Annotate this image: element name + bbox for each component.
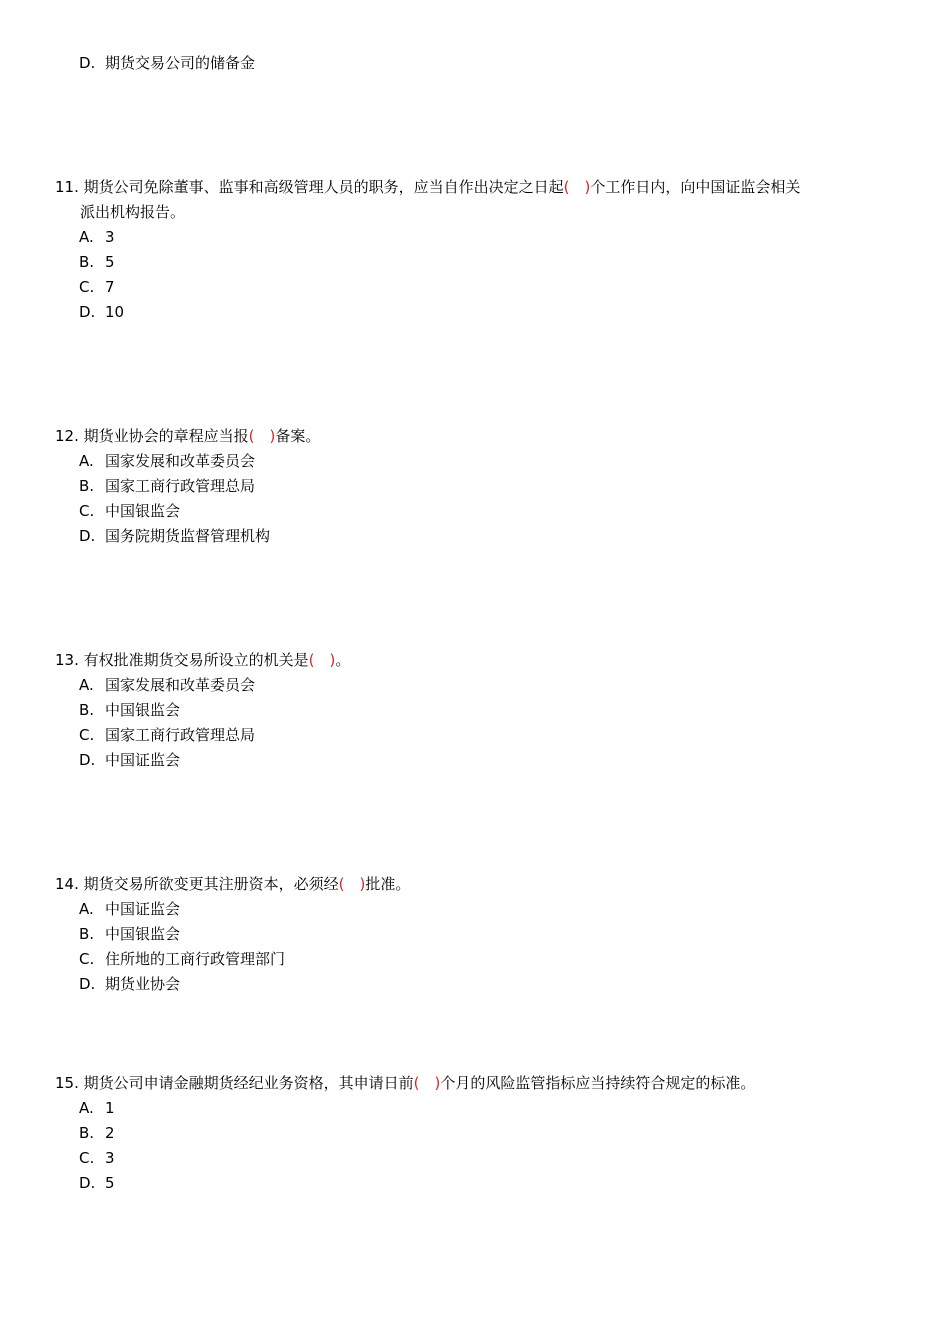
- q15-option-c: [79, 1148, 115, 1168]
- question-stem-before: 期货公司申请金融期货经纪业务资格，其申请日前: [83, 1074, 414, 1092]
- question-stem-after: 个工作日内，向中国证监会相关: [590, 178, 801, 196]
- option-letter: A.: [79, 1099, 94, 1117]
- option-text: 1: [105, 1099, 115, 1117]
- option-text: 国务院期货监督管理机构: [105, 527, 271, 545]
- q15-option-a: [79, 1098, 115, 1118]
- question-number: 14.: [55, 875, 79, 893]
- option-text: 期货交易公司的储备金: [105, 54, 256, 72]
- question-12: [55, 426, 320, 446]
- q11-option-c: [79, 277, 115, 297]
- q14-option-c: [79, 949, 285, 969]
- question-11: [55, 177, 800, 197]
- option-text: 7: [105, 278, 115, 296]
- option-letter: B.: [79, 477, 95, 495]
- option-letter: D.: [79, 751, 96, 769]
- option-text: 国家工商行政管理总局: [105, 477, 256, 495]
- option-letter: A.: [79, 228, 94, 246]
- question-stem-after: 个月的风险监管指标应当持续符合规定的标准。: [440, 1074, 756, 1092]
- option-letter: A.: [79, 900, 94, 918]
- q14-option-d: [79, 974, 180, 994]
- option-text: 中国银监会: [105, 502, 181, 520]
- answer-paren-open: (: [563, 178, 570, 196]
- option-text: 5: [105, 253, 115, 271]
- q14-option-a: [79, 899, 180, 919]
- q13-option-d: [79, 750, 180, 770]
- option-letter: B.: [79, 1124, 95, 1142]
- answer-paren-close: ): [434, 1074, 441, 1092]
- answer-paren-close: ): [329, 651, 336, 669]
- question-stem-before: 有权批准期货交易所设立的机关是: [83, 651, 309, 669]
- q15-option-d: [79, 1173, 115, 1193]
- question-number: 15.: [55, 1074, 79, 1092]
- answer-paren-close: ): [359, 875, 366, 893]
- q15-option-b: [79, 1123, 115, 1143]
- question-11-continuation: 派出机构报告。: [80, 203, 186, 221]
- q13-option-c: [79, 725, 255, 745]
- q11-option-a: [79, 227, 115, 247]
- question-stem-after: 。: [335, 651, 351, 669]
- option-text: 国家工商行政管理总局: [105, 726, 256, 744]
- question-14: [55, 874, 410, 894]
- answer-paren-open: (: [413, 1074, 420, 1092]
- question-13: [55, 650, 350, 670]
- question-15: [55, 1073, 755, 1093]
- question-number: 12.: [55, 427, 79, 445]
- option-letter: B.: [79, 253, 95, 271]
- option-letter: C.: [79, 950, 95, 968]
- question-number: 13.: [55, 651, 79, 669]
- q12-option-a: [79, 451, 255, 471]
- question-number: 11.: [55, 178, 79, 196]
- option-letter: A.: [79, 676, 94, 694]
- option-d-top: [79, 53, 255, 73]
- q11-option-d: [79, 302, 124, 322]
- q12-option-b: [79, 476, 255, 496]
- option-text: 3: [105, 1149, 115, 1167]
- option-text: 国家发展和改革委员会: [105, 452, 256, 470]
- option-letter: C.: [79, 726, 95, 744]
- answer-paren-open: (: [248, 427, 255, 445]
- answer-paren-open: (: [308, 651, 315, 669]
- answer-paren-close: ): [269, 427, 276, 445]
- option-letter: C.: [79, 502, 95, 520]
- option-letter: C.: [79, 1149, 95, 1167]
- answer-paren-open: (: [338, 875, 345, 893]
- q13-option-b: [79, 700, 180, 720]
- q13-option-a: [79, 675, 255, 695]
- option-text: 中国证监会: [105, 900, 181, 918]
- question-stem-before: 期货交易所欲变更其注册资本，必须经: [83, 875, 339, 893]
- q14-option-b: [79, 924, 180, 944]
- option-text: 国家发展和改革委员会: [105, 676, 256, 694]
- option-text: 期货业协会: [105, 975, 181, 993]
- option-text: 中国银监会: [105, 925, 181, 943]
- question-stem-after: 备案。: [275, 427, 321, 445]
- option-text: 10: [105, 303, 125, 321]
- option-letter: D.: [79, 527, 96, 545]
- option-letter: B.: [79, 925, 95, 943]
- option-letter: C.: [79, 278, 95, 296]
- option-text: 3: [105, 228, 115, 246]
- option-letter: A.: [79, 452, 94, 470]
- option-text: 2: [105, 1124, 115, 1142]
- option-text: 中国银监会: [105, 701, 181, 719]
- question-stem-after: 批准。: [365, 875, 411, 893]
- q12-option-c: [79, 501, 180, 521]
- option-letter: D.: [79, 1174, 96, 1192]
- option-letter: D.: [79, 54, 96, 72]
- q11-option-b: [79, 252, 115, 272]
- option-text: 住所地的工商行政管理部门: [105, 950, 286, 968]
- answer-paren-close: ): [584, 178, 591, 196]
- question-stem-before: 期货公司免除董事、监事和高级管理人员的职务，应当自作出决定之日起: [83, 178, 564, 196]
- option-letter: B.: [79, 701, 95, 719]
- q12-option-d: [79, 526, 270, 546]
- option-letter: D.: [79, 303, 96, 321]
- option-text: 5: [105, 1174, 115, 1192]
- option-text: 中国证监会: [105, 751, 181, 769]
- question-stem-before: 期货业协会的章程应当报: [83, 427, 249, 445]
- option-letter: D.: [79, 975, 96, 993]
